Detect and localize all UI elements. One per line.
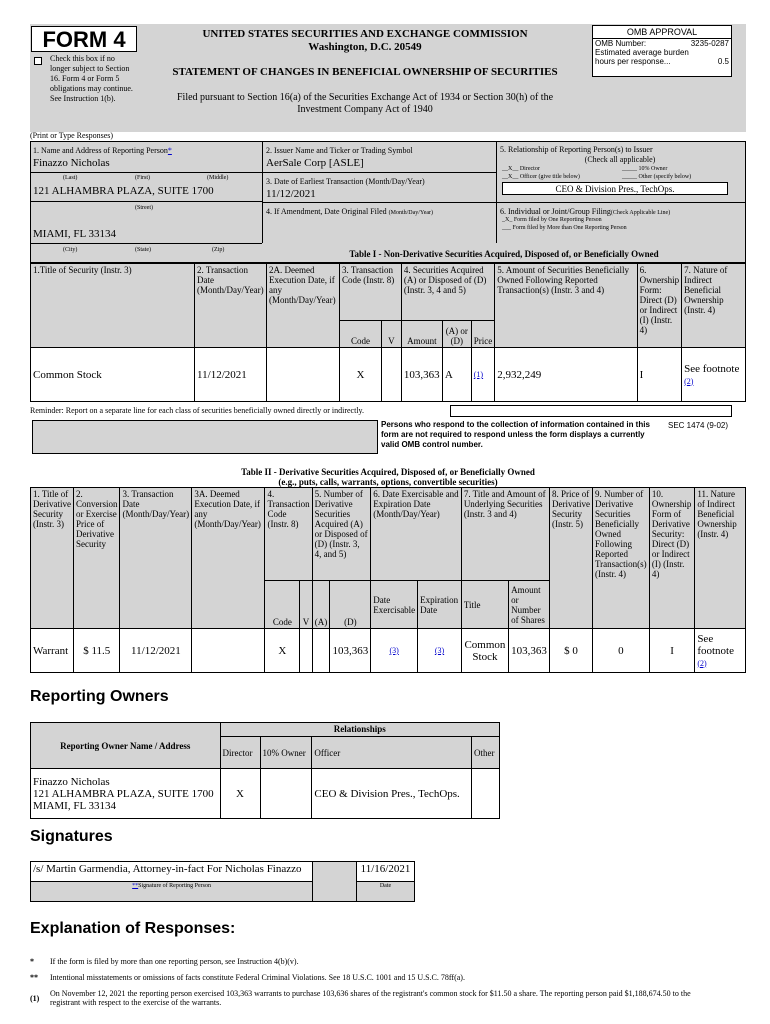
reminder-right-box [450, 405, 732, 417]
owners-row-director: X [220, 769, 260, 819]
explanation-heading: Explanation of Responses: [30, 920, 236, 937]
omb-hours: 0.5 [717, 57, 729, 66]
filing-more-persons: ___ Form filed by More than One Reporting Person [502, 225, 627, 231]
first-label: (First) [135, 175, 150, 181]
t1-sub-code: Code [340, 321, 382, 348]
explanation-item [30, 989, 730, 1007]
t2-h-code: 4. Transaction Code (Instr. 8) [265, 488, 312, 581]
t1-h-form: 6. Ownership Form: Direct (D) or Indirect (I) (Instr. 4) [637, 264, 682, 348]
officer-title-box: CEO & Division Pres., TechOps. [502, 182, 728, 195]
t2-row-conv: $ 11.5 [73, 629, 120, 673]
t2-row-deemed [192, 629, 265, 673]
footnote-3-link[interactable]: (3) [389, 646, 399, 655]
t2-h-number: 5. Number of Derivative Securities Acquired (A) or Disposed of (D) (Instr. 3, 4, and 5) [312, 488, 371, 581]
t1-row-nature: See footnote (2) [682, 348, 746, 402]
t1-row-date: 11/12/2021 [195, 348, 267, 402]
t2-h-title: 1. Title of Derivative Security (Instr. 3) [31, 488, 74, 629]
persons-notice: Persons who respond to the collection of information contained in this form are not required to respond unless the form displays a currently valid OMB control number. [381, 420, 650, 449]
double-star-footnote-link[interactable]: ** [132, 883, 139, 889]
t2-row-v [300, 629, 312, 673]
t1-h-title: 1.Title of Security (Instr. 3) [31, 264, 195, 348]
t2-h-exercisable: 6. Date Exercisable and Expiration Date (Month/Day/Year) [371, 488, 462, 581]
filing-label: 6. Individual or Joint/Group Filing(Check Applicable Line) [500, 207, 671, 216]
owners-row-officer: CEO & Division Pres., TechOps. [312, 769, 472, 819]
footnote-3-link-exp[interactable]: (3) [434, 646, 445, 655]
t2-row-title: Warrant [31, 629, 74, 673]
t2-sub-a: (A) [312, 581, 330, 629]
owners-row-name: Finazzo Nicholas 121 ALHAMBRA PLAZA, SUITE 1700 MIAMI, FL 33134 [31, 769, 221, 819]
omb-title: OMB APPROVAL [593, 26, 731, 39]
owners-col-ten-percent: 10% Owner [260, 737, 312, 769]
signatures-heading: Signatures [30, 828, 113, 845]
owners-col-relationships: Relationships [220, 723, 499, 737]
t1-row-deemed [267, 348, 340, 402]
t1-row-aord: A [442, 348, 471, 402]
middle-label: (Middle) [207, 175, 229, 181]
filing-one-person: _X_ Form filed by One Reporting Person [502, 217, 602, 223]
owners-row-ten-percent [260, 769, 312, 819]
t1-row-v [381, 348, 401, 402]
footnote-1-link[interactable]: (1) [473, 370, 484, 379]
explanation-text: If the form is filed by more than one reporting person, see Instruction 4(b)(v). [50, 957, 299, 966]
relationship-sub: (Check all applicable) [584, 155, 656, 164]
t2-h-underlying: 7. Title and Amount of Underlying Securities (Instr. 3 and 4) [461, 488, 549, 581]
sec-code: SEC 1474 (9-02) [668, 421, 729, 430]
signature-value: /s/ Martin Garmendia, Attorney-in-fact For Nicholas Finazzo [31, 862, 313, 882]
omb-approval-box [592, 25, 732, 77]
t2-sub-expiration: Expiration Date [418, 581, 462, 629]
explanation-mark: ** [30, 973, 38, 982]
zip-label: (Zip) [212, 247, 225, 253]
amendment-label: 4. If Amendment, Date Original Filed (Month/Day/Year) [266, 207, 434, 216]
star-footnote-link[interactable]: * [167, 146, 172, 155]
t1-row-code: X [340, 348, 382, 402]
t2-row-code: X [265, 629, 300, 673]
explanation-item [30, 957, 730, 966]
ten-percent-owner-line: _____ 10% Owner [622, 166, 668, 172]
table2-title: Table II - Derivative Securities Acquired, Disposed of, or Beneficially Owned [241, 467, 535, 477]
table1 [30, 263, 746, 402]
reporting-owners-table [30, 722, 500, 819]
issuer-label: 2. Issuer Name and Ticker or Trading Symbol [266, 146, 413, 155]
omb-number: 3235-0287 [690, 39, 729, 48]
t1-sub-v: V [381, 321, 401, 348]
no-longer-subject-checkbox[interactable] [34, 57, 42, 65]
t1-row-amount: 103,363 [401, 348, 442, 402]
name-address-label: 1. Name and Address of Reporting Person* [33, 146, 172, 155]
t1-row-price [471, 348, 495, 402]
signature-spacer [313, 862, 357, 902]
t2-row-exercisable [371, 629, 418, 673]
reporting-person-name: Finazzo Nicholas [33, 157, 110, 169]
checkbox-text: Check this box if no longer subject to Section 16. Form 4 or Form 5 obligations may continue. See Instruction 1(b). [50, 54, 133, 103]
t2-row-nature: See footnote (2) [695, 629, 746, 673]
table2 [30, 487, 746, 673]
statement-title: STATEMENT OF CHANGES IN BENEFICIAL OWNERSHIP OF SECURITIES [172, 66, 558, 78]
t2-sub-title: Title [461, 581, 508, 629]
t2-row-expiration [418, 629, 462, 673]
t2-h-date: 3. Transaction Date (Month/Day/Year) [120, 488, 192, 629]
owners-row-other [471, 769, 499, 819]
explanation-mark: (1) [30, 993, 40, 1003]
explanation-text: Intentional misstatements or omissions of facts constitute Federal Criminal Violations. See 18 U.S.C. 1001 and 15 U.S.C. 78ff(a). [50, 973, 465, 982]
signature-label: **Signature of Reporting Person [31, 882, 313, 902]
t2-row-d: 103,363 [330, 629, 371, 673]
agency-location: Washington, D.C. 20549 [308, 41, 422, 53]
other-line: _____ Other (specify below) [622, 174, 692, 180]
owners-col-name: Reporting Owner Name / Address [31, 723, 221, 769]
t1-h-owned: 5. Amount of Securities Beneficially Owned Following Reported Transaction(s) (Instr. 3 and 4) [495, 264, 637, 348]
footnote-2-link[interactable]: (2) [684, 376, 694, 386]
print-type-note: (Print or Type Responses) [30, 131, 114, 140]
t2-row-form: I [649, 629, 694, 673]
street-label: (Street) [135, 205, 153, 211]
t1-h-acquired: 4. Securities Acquired (A) or Disposed of (D) (Instr. 3, 4 and 5) [401, 264, 494, 321]
filed-pursuant-line2: Investment Company Act of 1940 [297, 104, 433, 115]
city-label: (City) [63, 247, 78, 253]
officer-line: __X__ Officer (give title below) [502, 174, 580, 180]
t1-sub-aord: (A) or (D) [442, 321, 471, 348]
t2-h-owned: 9. Number of Derivative Securities Beneficially Owned Following Reported Transaction(s) (Instr. 4) [592, 488, 649, 629]
filed-pursuant-line1: Filed pursuant to Section 16(a) of the Securities Exchange Act of 1934 or Section 30(h) of the [176, 92, 554, 103]
t2-h-form: 10. Ownership Form of Derivative Security: Direct (D) or Indirect (I) (Instr. 4) [649, 488, 694, 629]
t1-row-form: I [637, 348, 682, 402]
last-label: (Last) [63, 175, 78, 181]
t1-row-owned: 2,932,249 [495, 348, 637, 402]
omb-hours-label: hours per response... [595, 57, 671, 66]
explanation-item [30, 973, 730, 982]
earliest-date-label: 3. Date of Earliest Transaction (Month/Day/Year) [266, 177, 425, 186]
owners-row [31, 769, 500, 819]
notice-left-box [32, 420, 378, 454]
t2-row-date: 11/12/2021 [120, 629, 192, 673]
omb-number-label: OMB Number: [595, 39, 647, 48]
t2-row-under-title: Common Stock [461, 629, 508, 673]
t2-h-nature: 11. Nature of Indirect Beneficial Ownership (Instr. 4) [695, 488, 746, 629]
table1-title: Table I - Non-Derivative Securities Acquired, Disposed of, or Beneficially Owned [349, 249, 659, 259]
t2-sub-d: (D) [330, 581, 371, 629]
t2-row-owned: 0 [592, 629, 649, 673]
t1-row-title: Common Stock [31, 348, 195, 402]
signature-date: 11/16/2021 [357, 862, 415, 882]
director-line: __X__ Director [502, 166, 540, 172]
signatures-table [30, 861, 415, 902]
table1-row [31, 348, 746, 402]
omb-number-row [593, 39, 731, 48]
owners-col-officer: Officer [312, 737, 472, 769]
t2-sub-exercisable: Date Exercisable [371, 581, 418, 629]
t2-sub-amount: Amount or Number of Shares [509, 581, 550, 629]
state-label: (State) [135, 247, 151, 253]
agency-name: UNITED STATES SECURITIES AND EXCHANGE COMMISSION [202, 28, 528, 40]
explanation-mark: * [30, 957, 34, 966]
t1-h-nature: 7. Nature of Indirect Beneficial Ownership (Instr. 4) [682, 264, 746, 348]
reporting-owners-heading: Reporting Owners [30, 688, 169, 705]
t1-h-date: 2. Transaction Date (Month/Day/Year) [195, 264, 267, 348]
t2-h-conv: 2. Conversion or Exercise Price of Derivative Security [73, 488, 120, 629]
table2-subtitle: (e.g., puts, calls, warrants, options, convertible securities) [278, 477, 498, 487]
t2-h-price: 8. Price of Derivative Security (Instr. 5) [549, 488, 592, 629]
owners-col-director: Director [220, 737, 260, 769]
t2-sub-code: Code [265, 581, 300, 629]
t2-row-under-amount: 103,363 [509, 629, 550, 673]
t1-h-deemed: 2A. Deemed Execution Date, if any (Month/Day/Year) [267, 264, 340, 348]
t1-sub-price: Price [471, 321, 495, 348]
explanation-text: On November 12, 2021 the reporting person exercised 103,363 warrants to purchase 103,636 shares of the registrant's common stock for $11.50 a share. The reporting person paid $1,188,674.50 to the registrant with respect to the exercise of the warrants. [50, 989, 691, 1007]
omb-burden-label: Estimated average burden [595, 48, 689, 57]
owners-col-other: Other [471, 737, 499, 769]
footnote-2-link-t2[interactable]: (2) [697, 658, 707, 668]
issuer-name: AerSale Corp [ASLE] [266, 157, 364, 169]
t2-sub-v: V [300, 581, 312, 629]
reminder-text: Reminder: Report on a separate line for each class of securities beneficially owned directly or indirectly. [30, 406, 365, 415]
t2-row-a [312, 629, 330, 673]
earliest-date: 11/12/2021 [266, 188, 316, 200]
t1-h-code: 3. Transaction Code (Instr. 8) [340, 264, 402, 321]
reporting-street: 121 ALHAMBRA PLAZA, SUITE 1700 [33, 185, 214, 197]
form-title: FORM 4 [31, 26, 137, 52]
omb-hours-row [593, 57, 731, 66]
signature-date-label: Date [357, 882, 415, 902]
t2-row-price: $ 0 [549, 629, 592, 673]
t2-h-deemed: 3A. Deemed Execution Date, if any (Month/Day/Year) [192, 488, 265, 629]
reporting-city-state-zip: MIAMI, FL 33134 [33, 228, 117, 240]
table2-row [31, 629, 746, 673]
t1-sub-amount: Amount [401, 321, 442, 348]
relationship-label: 5. Relationship of Reporting Person(s) to Issuer [500, 145, 653, 154]
